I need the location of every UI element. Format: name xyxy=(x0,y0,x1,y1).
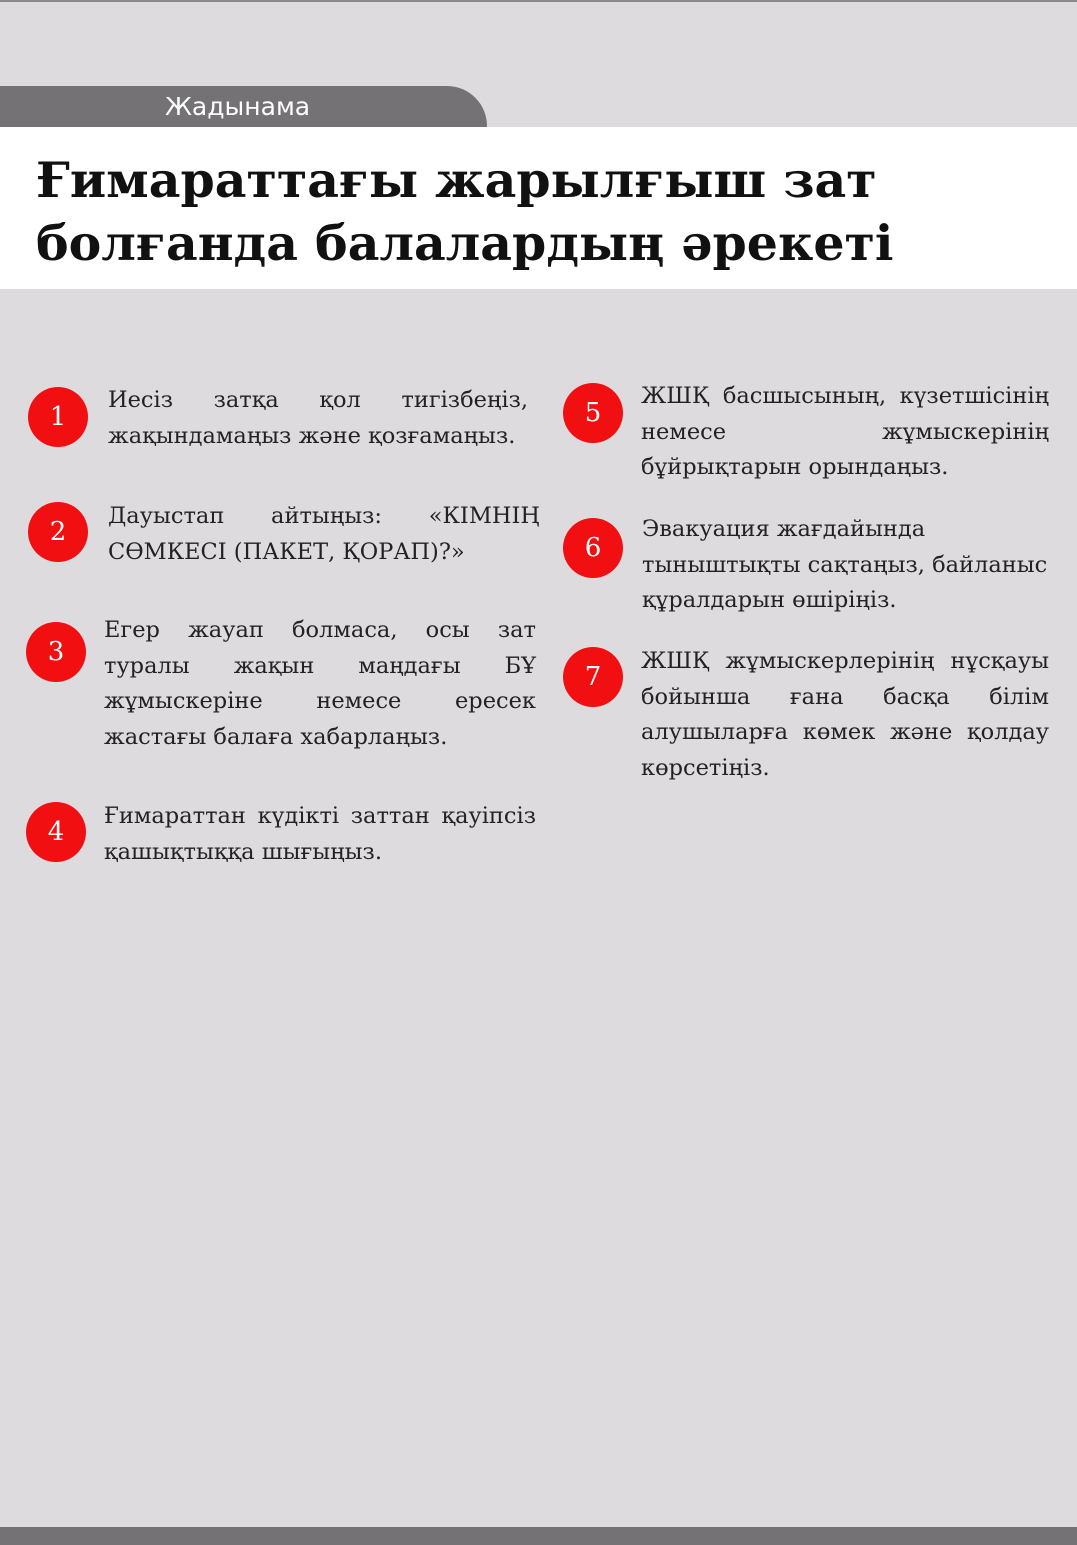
step-text: Ғимараттан күдікті заттан қауіпсіз қашықтыққа шығыңыз. xyxy=(104,803,536,865)
page-title: Ғимараттағы жарылғыш зат болғанда балалардың әрекеті xyxy=(36,151,894,272)
memo-tag xyxy=(0,86,487,128)
step-text: Иесіз затқа қол тигізбеңіз, жақындамаңыз және қозғамаңыз. xyxy=(108,387,528,449)
step-text: Эвакуация жағдайында тыныштықты сақтаңыз, байланыс құралдарын өшіріңіз. xyxy=(642,516,1048,613)
step-text: ЖШҚ басшысының, күзетшісінің немесе жұмыскерінің бұйрықтарын орындаңыз. xyxy=(641,383,1049,480)
step-number-badge: 1 xyxy=(28,387,88,447)
step-text: Егер жауап болмаса, осы зат туралы жақын маңдағы БҰ жұмыскеріне немесе ересек жастағы балаға хабарлаңыз. xyxy=(104,617,536,750)
step-number-badge: 3 xyxy=(26,622,86,682)
step-number-badge: 4 xyxy=(26,802,86,862)
top-border-line xyxy=(0,0,1077,2)
step-number-badge: 7 xyxy=(563,647,623,707)
bottom-bar xyxy=(0,1527,1077,1545)
step-number-badge: 2 xyxy=(28,502,88,562)
step-number-badge: 6 xyxy=(563,518,623,578)
memo-tag-label: Жадынама xyxy=(165,92,311,121)
step-number-badge: 5 xyxy=(563,383,623,443)
title-band xyxy=(0,127,1077,289)
step-text: ЖШҚ жұмыскерлерінің нұсқауы бойынша ғана басқа білім алушыларға көмек және қолдау көрсетіңіз. xyxy=(641,648,1049,781)
step-text: Дауыстап айтыңыз: «КІМНІҢ СӨМКЕСІ (ПАКЕТ, ҚОРАП)?» xyxy=(108,503,540,565)
